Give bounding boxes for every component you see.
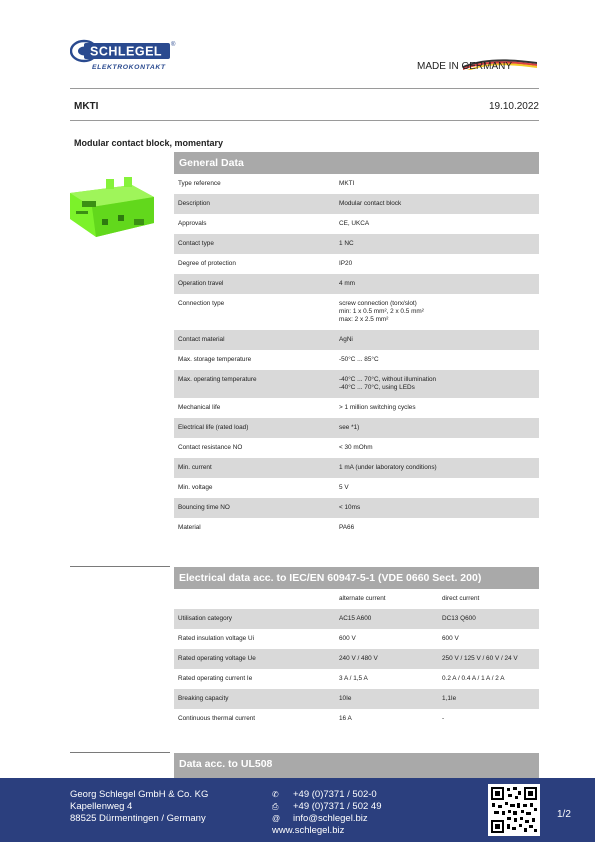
table-header-row [174,589,539,609]
table-row [174,370,539,398]
row-value: CE, UKCA [339,220,370,227]
row-label: Type reference [178,180,221,187]
table-row [174,498,539,518]
row-label: Rated insulation voltage Ui [178,635,255,642]
table-row [174,274,539,294]
column-header-ac: alternate current [339,595,386,602]
row-value [334,300,539,330]
footer-contact [272,789,381,837]
row-label: Min. voltage [178,484,213,491]
footer-address [70,789,208,825]
company-street: Kapellenweg 4 [70,801,133,812]
phone-icon: ✆ [272,790,279,799]
table-row [174,478,539,498]
table-row [174,438,539,458]
row-value: < 30 mOhm [339,444,373,451]
row-value-dc: 1,1Ie [442,695,457,702]
row-value-dc: DC13 Q600 [442,615,476,622]
qr-code-icon[interactable] [488,784,540,836]
made-in-germany-label: MADE IN GERMANY [417,61,513,72]
table-row [174,709,539,729]
general-data-heading: General Data [174,152,539,174]
document-code: MKTI [74,101,99,112]
row-label: Connection type [178,300,225,307]
row-value-dc: 250 V / 125 V / 60 V / 24 V [442,655,518,662]
row-label: Mechanical life [178,404,221,411]
ul508-heading: Data acc. to UL508 [174,753,539,778]
row-value: IP20 [339,260,353,267]
row-label: Rated operating voltage Ue [178,655,256,662]
table-row [174,294,539,330]
section-divider [70,566,170,567]
fax-number: +49 (0)7371 / 502 49 [293,801,382,812]
row-label: Electrical life (rated load) [178,424,249,431]
row-label: Continuous thermal current [178,715,256,722]
page-number: 1/2 [557,809,571,820]
row-value-ac: 16 A [339,715,352,722]
title-divider [70,120,539,121]
row-label: Approvals [178,220,207,227]
row-value: -50°C ... 85°C [339,356,379,363]
table-row [174,194,539,214]
table-row [174,174,539,194]
column-header-dc: direct current [442,595,480,602]
table-row [174,609,539,629]
row-value: AgNi [339,336,353,343]
table-row [174,689,539,709]
document-date: 19.10.2022 [488,101,539,112]
row-value-line: screw connection (torx/slot) [339,300,417,307]
section-divider [70,752,170,753]
row-label: Operation travel [178,280,224,287]
row-value-line: -40°C ... 70°C, using LEDs [339,384,415,391]
row-value-ac: 600 V [339,635,356,642]
row-value: 1 mA (under laboratory conditions) [339,464,437,471]
electrical-data-table [174,589,539,729]
table-row [174,214,539,234]
schlegel-logo [70,38,180,74]
table-row [174,418,539,438]
electrical-data-heading: Electrical data acc. to IEC/EN 60947-5-1 (VDE 0660 Sect. 200) [174,567,539,589]
row-value: > 1 million switching cycles [339,404,416,411]
document-title: Modular contact block, momentary [74,138,224,148]
row-value: Modular contact block [339,200,402,207]
row-value [334,376,539,398]
row-value-line: -40°C ... 70°C, without illumination [339,376,437,383]
table-row [174,254,539,274]
table-row [174,518,539,538]
email-link[interactable]: info@schlegel.biz [293,813,368,824]
fax-icon: ⎙ [272,802,279,811]
row-label: Max. operating temperature [178,376,257,383]
table-row [174,649,539,669]
row-label [174,595,334,609]
footer [0,778,595,842]
row-value-ac: 240 V / 480 V [339,655,378,662]
row-value-dc: - [442,715,445,722]
table-row [174,629,539,649]
phone-number[interactable]: +49 (0)7371 / 502-0 [293,789,377,800]
row-label: Description [178,200,210,207]
row-label: Min. current [178,464,212,471]
table-row [174,234,539,254]
row-label: Degree of protection [178,260,236,267]
logo-registered-mark: ® [171,42,176,48]
row-label: Contact resistance NO [178,444,243,451]
table-row [174,398,539,418]
table-row [174,350,539,370]
company-city: 88525 Dürmentingen / Germany [70,813,206,824]
row-value-dc: 600 V [442,635,459,642]
product-image [62,175,160,245]
row-label: Contact material [178,336,225,343]
row-value: MKTI [339,180,355,187]
row-label: Bouncing time NO [178,504,230,511]
row-value-dc: 0.2 A / 0.4 A / 1 A / 2 A [442,675,505,682]
header-divider [70,88,539,89]
row-value: 1 NC [339,240,354,247]
row-value: 5 V [339,484,349,491]
table-row [174,330,539,350]
row-label: Utilisation category [178,615,232,622]
row-label: Max. storage temperature [178,356,252,363]
row-value: 4 mm [339,280,355,287]
website-link[interactable]: www.schlegel.biz [272,825,345,836]
general-data-table [174,174,539,538]
row-value-line: min: 1 x 0.5 mm², 2 x 0.5 mm² [339,308,424,315]
table-row [174,669,539,689]
company-name: Georg Schlegel GmbH & Co. KG [70,789,209,800]
row-value-ac: 10Ie [339,695,352,702]
logo-tagline: ELEKTROKONTAKT [92,64,166,71]
row-label: Rated operating current Ie [178,675,253,682]
row-label: Material [178,524,201,531]
row-label: Contact type [178,240,214,247]
row-value: < 10ms [339,504,361,511]
at-icon: @ [272,814,281,823]
row-value: see *1) [339,424,360,431]
table-row [174,458,539,478]
row-value-ac: AC15 A600 [339,615,372,622]
row-value-ac: 3 A / 1,5 A [339,675,368,682]
row-label: Breaking capacity [178,695,229,702]
row-value-line: max: 2 x 2.5 mm² [339,316,389,323]
logo-brand-text: SCHLEGEL [90,44,163,59]
row-value: PA66 [339,524,355,531]
